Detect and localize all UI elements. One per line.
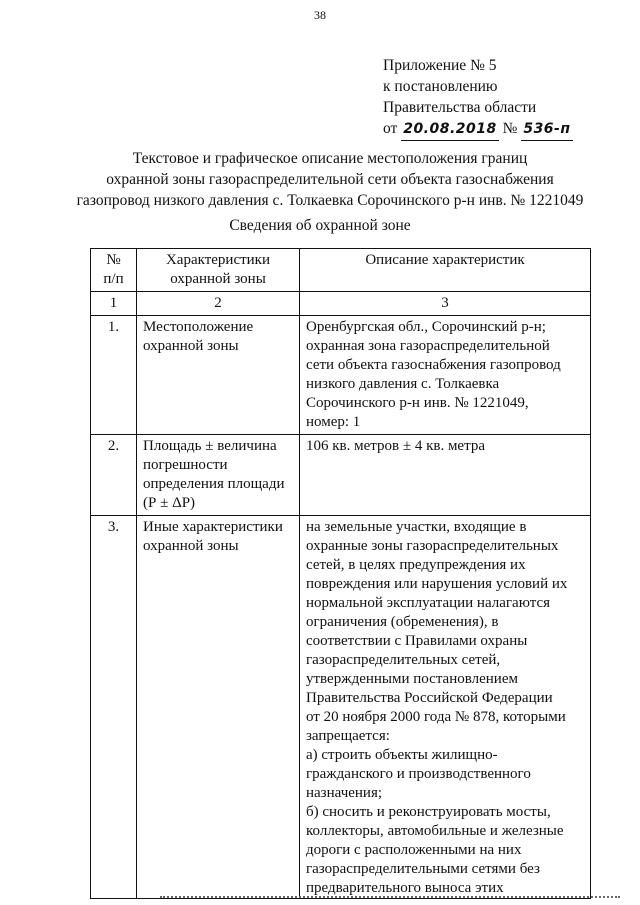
text-line: Правительства Российской Федерации (306, 690, 553, 706)
table-row (91, 316, 591, 435)
row-characteristic (137, 316, 300, 435)
title-line-2: охранной зоны газораспределительной сети объекта газоснабжения (106, 171, 554, 188)
annex-title: Приложение № 5 (383, 57, 497, 74)
section-subtitle: Сведения об охранной зоне (229, 217, 411, 234)
text-line: 106 кв. метров ± 4 кв. метра (306, 438, 485, 454)
table-header-row (91, 249, 591, 292)
handwritten-date: 20.08.2018 (401, 119, 499, 141)
text-line: дороги с расположенными на них (306, 842, 522, 858)
header-characteristic (137, 249, 300, 292)
text-line: б) сносить и реконструировать мосты, (306, 804, 551, 820)
row-description (300, 435, 591, 516)
text-line: соответствии с Правилами охраны (306, 633, 528, 649)
annex-government: Правительства области (383, 99, 537, 116)
row-number: 3. (91, 516, 137, 899)
text-line: охранной зоны (143, 338, 239, 354)
text-line: Иные характеристики (143, 519, 283, 535)
text-line: предварительного выноса этих (306, 880, 504, 896)
text-line: низкого давления с. Толкаевка (306, 376, 500, 392)
text-line: назначения; (306, 785, 383, 801)
text-line: нормальной эксплуатации налагаются (306, 595, 551, 611)
document-title (60, 148, 600, 211)
header-number-line-2: п/п (103, 271, 124, 287)
text-line: определения площади (143, 476, 285, 492)
number-label: № (502, 120, 518, 137)
text-line: Местоположение (143, 319, 254, 335)
text-line: сетей, в целях предупреждения их (306, 557, 526, 573)
text-line: запрещается: (306, 728, 390, 744)
from-label: от (383, 120, 398, 137)
annex-block (383, 55, 573, 141)
title-line-3: газопровод низкого давления с. Толкаевка Сорочинского р-н инв. № 1221049 (76, 192, 584, 209)
text-line: номер: 1 (306, 414, 361, 430)
title-line-1: Текстовое и графическое описание местоположения границ (132, 150, 528, 167)
row-description (300, 516, 591, 899)
header-characteristic-line-1: Характеристики (165, 252, 271, 268)
column-number-3: 3 (300, 292, 591, 316)
text-line: газораспределительными сетями без (306, 861, 540, 877)
column-number-1: 1 (91, 292, 137, 316)
protection-zone-table (90, 248, 591, 899)
text-line: Сорочинского р-н инв. № 1221049, (306, 395, 529, 411)
text-line: погрешности (143, 457, 228, 473)
text-line: ограничения (обременения), в (306, 614, 499, 630)
text-line: утвержденными постановлением (306, 671, 518, 687)
annex-to-resolution: к постановлению (383, 78, 498, 95)
row-characteristic (137, 516, 300, 899)
row-number: 1. (91, 316, 137, 435)
text-line: сети объекта газоснабжения газопровод (306, 357, 561, 373)
text-line: а) строить объекты жилищно- (306, 747, 498, 763)
annex-date-line (383, 118, 573, 141)
text-line: от 20 ноября 2000 года № 878, которыми (306, 709, 566, 725)
page-number: 38 (314, 8, 326, 22)
table-row (91, 435, 591, 516)
column-number-row (91, 292, 591, 316)
text-line: газораспределительных сетей, (306, 652, 501, 668)
table-row (91, 516, 591, 899)
header-characteristic-line-2: охранной зоны (170, 271, 266, 287)
text-line: охранная зона газораспределительной (306, 338, 550, 354)
row-number: 2. (91, 435, 137, 516)
header-number-line-1: № (106, 252, 121, 268)
text-line: охранные зоны газораспределительных (306, 538, 559, 554)
text-line: Площадь ± величина (143, 438, 277, 454)
text-line: на земельные участки, входящие в (306, 519, 527, 535)
footer-marks (160, 896, 620, 902)
handwritten-number: 536-п (521, 119, 572, 141)
header-description: Описание характеристик (300, 249, 591, 292)
row-description (300, 316, 591, 435)
text-line: гражданского и производственного (306, 766, 531, 782)
header-number (91, 249, 137, 292)
text-line: коллекторы, автомобильные и железные (306, 823, 564, 839)
text-line: охранной зоны (143, 538, 239, 554)
text-line: Оренбургская обл., Сорочинский р-н; (306, 319, 546, 335)
row-characteristic (137, 435, 300, 516)
text-line: (Р ± ΔР) (143, 495, 196, 511)
column-number-2: 2 (137, 292, 300, 316)
text-line: повреждения или нарушения условий их (306, 576, 568, 592)
